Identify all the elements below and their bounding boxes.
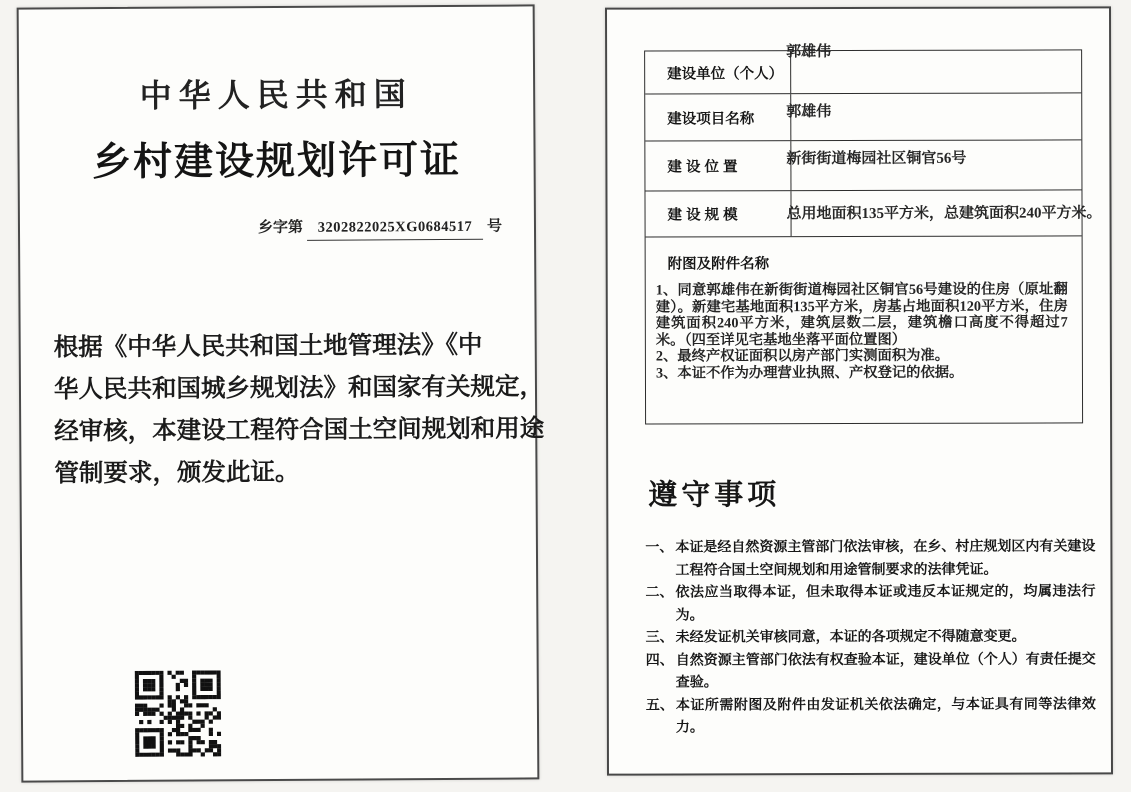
row-label: 建设单位（个人） [667, 65, 784, 83]
table-row [645, 140, 1081, 191]
table-row [645, 93, 1081, 141]
notice-item [645, 579, 1095, 625]
country-heading: 中华人民共和国 [139, 76, 413, 114]
legal-statement-line: 经审核，本建设工程符合国土空间规划和用途 [54, 415, 545, 446]
attachments-header: 附图及附件名称 [667, 256, 770, 273]
row-label: 建设项目名称 [667, 110, 755, 128]
row-value-cell [786, 140, 1081, 190]
legal-statement-line: 根据《中华人民共和国土地管理法》《中 [53, 331, 483, 362]
notice-item [646, 624, 1096, 648]
notice-heading: 遵守事项 [648, 479, 781, 512]
notice-item-text: 本证是经自然资源主管部门依法审核，在乡、村庄规划区内有关建设工程符合国土空间规划和用途管制要求的法律凭证。 [675, 537, 1096, 577]
row-label: 建 设 位 置 [667, 159, 738, 176]
notice-item [646, 647, 1096, 693]
attachment-item: 2、最终产权证面积以房产部门实测面积为准。 [655, 347, 950, 365]
permit-info-table [644, 44, 1102, 424]
qr-code-icon [135, 670, 222, 757]
table-row [645, 44, 1081, 94]
permit-title: 乡村建设规划许可证 [91, 138, 462, 185]
notice-item-text: 自然资源主管部门依法有权查验本证，建设单位（个人）有责任提交查验。 [675, 649, 1096, 690]
row-value-cell [786, 93, 1081, 140]
notice-item-number: 四、 [645, 650, 674, 668]
permit-detail-page [605, 6, 1113, 775]
serial-suffix: 号 [486, 217, 503, 235]
serial-number: 3202822025XG0684517 [307, 219, 483, 241]
notice-list [645, 534, 1096, 738]
row-value-cell [786, 190, 1102, 236]
serial-prefix: 乡字第 [257, 218, 304, 237]
notice-item-number: 一、 [645, 538, 674, 555]
permit-cover-page [17, 4, 545, 782]
row-label: 建 设 规 模 [667, 207, 738, 224]
notice-item-number: 五、 [645, 695, 674, 713]
table-row [645, 190, 1102, 236]
attachments-list [656, 281, 1068, 381]
row-value: 总用地面积135平方米，总建筑面积240平方米。 [786, 205, 1102, 223]
row-value: 新街街道梅园社区铜官56号 [786, 150, 967, 168]
attachments-cell [646, 235, 1082, 423]
notice-item-text: 未经发证机关审核同意，本证的各项规定不得随意变更。 [675, 627, 1026, 645]
notice-item [646, 692, 1096, 738]
row-value: 郭雄伟 [786, 104, 832, 121]
notice-item-text: 依法应当取得本证，但未取得本证或违反本证规定的，均属违法行为。 [675, 582, 1096, 622]
permit-serial-line [258, 215, 502, 241]
legal-statement-line: 管制要求，颁发此证。 [54, 458, 300, 488]
legal-statement [53, 325, 545, 496]
row-value-cell [786, 44, 1081, 93]
row-value: 郭雄伟 [786, 44, 832, 61]
notice-item [645, 534, 1095, 580]
attachment-item: 3、本证不作为办理营业执照、产权登记的依据。 [655, 364, 964, 382]
notice-item-number: 三、 [645, 628, 674, 645]
notice-item-text: 本证所需附图及附件由发证机关依法确定，与本证具有同等法律效力。 [675, 694, 1096, 735]
legal-statement-line: 华人民共和国城乡规划法》和国家有关规定， [53, 373, 545, 404]
notice-item-number: 二、 [645, 583, 674, 600]
attachment-item: 1、同意郭雄伟在新街街道梅园社区铜官56号建设的住房（原址翻建）。新建宅基地面积135平方米，房基占地面积120平方米，住房建筑面积240平方米，建筑层数二层，建筑檐口高度不得超过7米。（四至详见宅基地坐落平面位置图） [655, 281, 1068, 349]
